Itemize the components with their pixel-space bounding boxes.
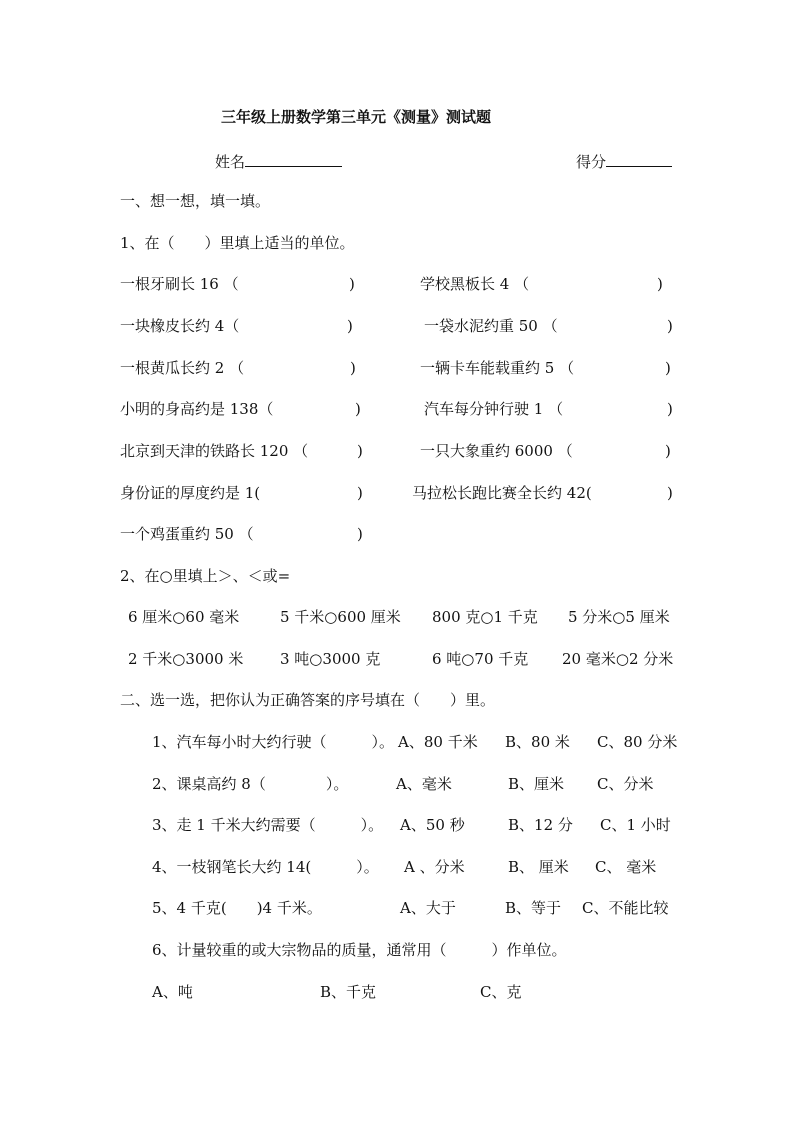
mc-question-stem: 3、走 1 千米大约需要（ ）。 [152, 816, 384, 834]
mc-option-c[interactable]: C、 毫米 [595, 858, 657, 876]
q1-item-left: 一根牙刷长 16 （ [120, 275, 239, 293]
mc-option-c[interactable]: C、克 [480, 983, 522, 1001]
mc-question-stem: 1、汽车每小时大约行驶（ ）。 [152, 733, 395, 751]
score-field [576, 150, 672, 172]
q1-item-right: 一辆卡车能载重约 5 （ [420, 359, 575, 377]
q2-prompt: 2、在○里填上＞、＜或= [120, 567, 291, 585]
q1-item-left-close[interactable]: ) [355, 400, 361, 418]
mc-question-stem: 5、4 千克( )4 千米。 [152, 899, 322, 917]
mc-option-c[interactable]: C、80 分米 [597, 733, 678, 751]
compare-item[interactable]: 20 毫米○2 分米 [562, 650, 674, 668]
mc-option-a[interactable]: A、吨 [152, 983, 193, 1001]
mc-option-c[interactable]: C、1 小时 [600, 816, 671, 834]
mc-option-c[interactable]: C、分米 [597, 775, 654, 793]
section2-heading: 二、选一选，把你认为正确答案的序号填在（ ）里。 [120, 691, 496, 709]
mc-option-a[interactable]: A、80 千米 [398, 733, 478, 751]
q1-item-right-close[interactable]: ) [665, 359, 671, 377]
compare-item[interactable]: 2 千米○3000 米 [128, 650, 244, 668]
compare-item[interactable]: 6 厘米○60 毫米 [128, 608, 240, 626]
page-title: 三年级上册数学第三单元《测量》测试题 [221, 108, 492, 126]
mc-question-stem: 6、计量较重的或大宗物品的质量，通常用（ ）作单位。 [152, 941, 567, 959]
mc-question-stem: 4、一枝钢笔长大约 14( ）。 [152, 858, 379, 876]
compare-item[interactable]: 5 分米○5 厘米 [568, 608, 670, 626]
q1-item-left-close[interactable]: ) [357, 442, 363, 460]
name-label: 姓名 [215, 153, 246, 171]
q1-item-left: 小明的身高约是 138（ [120, 400, 274, 418]
q1-item-right: 学校黑板长 4 （ [420, 275, 530, 293]
mc-option-a[interactable]: A、50 秒 [400, 816, 465, 834]
compare-item[interactable]: 5 千米○600 厘米 [280, 608, 401, 626]
q1-item-right-close[interactable]: ) [657, 275, 663, 293]
mc-option-a[interactable]: A 、分米 [404, 858, 465, 876]
name-blank[interactable] [245, 150, 342, 167]
q1-item-left: 身份证的厚度约是 1( [120, 484, 261, 502]
mc-option-c[interactable]: C、不能比较 [582, 899, 669, 917]
mc-question-stem: 2、课桌高约 8（ ）。 [152, 775, 349, 793]
q1-item-right-close[interactable]: ) [667, 400, 673, 418]
q1-item-left-close[interactable]: ) [357, 525, 363, 543]
mc-option-b[interactable]: B、 厘米 [508, 858, 569, 876]
q1-item-right: 一袋水泥约重 50 （ [424, 317, 558, 335]
q1-item-right: 汽车每分钟行驶 1 （ [424, 400, 564, 418]
mc-option-a[interactable]: A、毫米 [396, 775, 452, 793]
mc-option-b[interactable]: B、12 分 [508, 816, 573, 834]
q1-item-right: 马拉松长跑比赛全长约 42( [412, 484, 592, 502]
q1-item-left: 一个鸡蛋重约 50 （ [120, 525, 254, 543]
q1-prompt: 1、在（ ）里填上适当的单位。 [120, 234, 355, 252]
mc-option-a[interactable]: A、大于 [400, 899, 456, 917]
q1-item-left: 一根黄瓜长约 2 （ [120, 359, 245, 377]
q1-item-right: 一只大象重约 6000 （ [420, 442, 573, 460]
q1-item-left-close[interactable]: ) [347, 317, 353, 335]
score-label: 得分 [576, 153, 607, 171]
q1-item-left: 北京到天津的铁路长 120 （ [120, 442, 309, 460]
section1-heading: 一、想一想，填一填。 [120, 192, 271, 210]
q1-item-right-close[interactable]: ) [667, 317, 673, 335]
mc-option-b[interactable]: B、厘米 [508, 775, 565, 793]
mc-option-b[interactable]: B、80 米 [505, 733, 570, 751]
score-blank[interactable] [606, 150, 672, 167]
mc-option-b[interactable]: B、千克 [320, 983, 377, 1001]
q1-item-right-close[interactable]: ) [665, 442, 671, 460]
q1-item-right-close[interactable]: ) [667, 484, 673, 502]
compare-item[interactable]: 3 吨○3000 克 [280, 650, 381, 668]
compare-item[interactable]: 6 吨○70 千克 [432, 650, 529, 668]
q1-item-left-close[interactable]: ) [357, 484, 363, 502]
q1-item-left-close[interactable]: ) [350, 359, 356, 377]
q1-item-left-close[interactable]: ) [349, 275, 355, 293]
compare-item[interactable]: 800 克○1 千克 [432, 608, 538, 626]
mc-option-b[interactable]: B、等于 [505, 899, 562, 917]
q1-item-left: 一块橡皮长约 4（ [120, 317, 240, 335]
name-field [215, 150, 342, 172]
